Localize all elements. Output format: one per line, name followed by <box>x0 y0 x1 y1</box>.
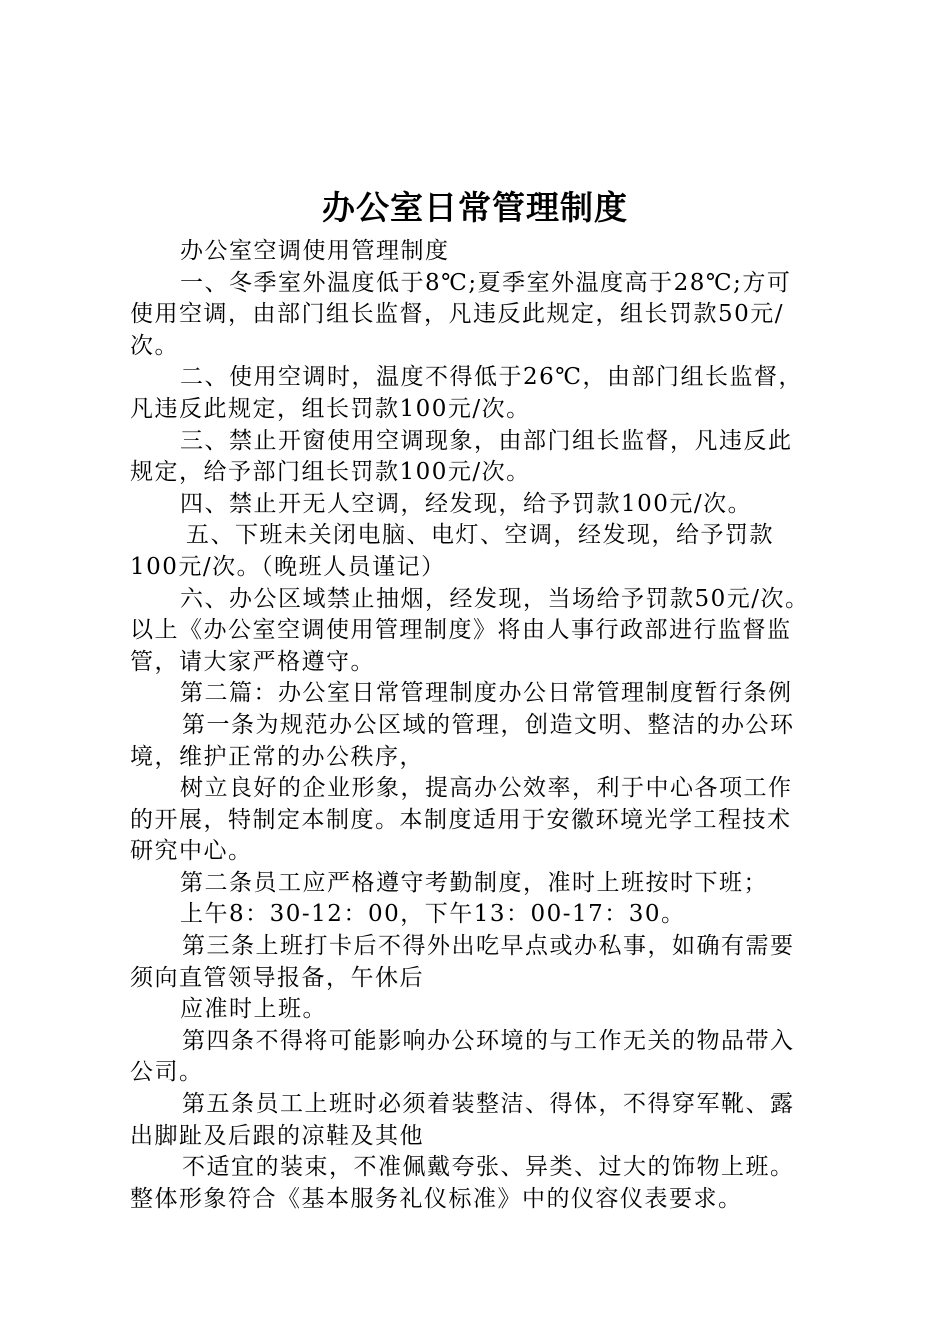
text-line: 第二篇：办公室日常管理制度办公日常管理制度暂行条例 <box>180 680 793 707</box>
text-line: 第二条员工应严格遵守考勤制度，准时上班按时下班； <box>180 869 768 896</box>
text-line: 研究中心。 <box>130 838 253 865</box>
text-line: 管，请大家严格遵守。 <box>130 648 375 675</box>
text-line: 四、禁止开无人空调，经发现，给予罚款100元/次。 <box>180 490 753 517</box>
text-line: 第四条不得将可能影响办公环境的与工作无关的物品带入 <box>182 1027 795 1054</box>
text-line: 出脚趾及后跟的凉鞋及其他 <box>130 1122 424 1149</box>
text-line: 五、下班未关闭电脑、电灯、空调，经发现，给予罚款 <box>186 522 774 549</box>
text-line: 以上《办公室空调使用管理制度》将由人事行政部进行监督监 <box>130 617 792 644</box>
text-line: 境，维护正常的办公秩序， <box>130 743 424 770</box>
text-line: 规定，给予部门组长罚款100元/次。 <box>130 459 531 486</box>
text-line: 树立良好的企业形象，提高办公效率，利于中心各项工作 <box>180 775 793 802</box>
text-line: 一、冬季室外温度低于8℃;夏季室外温度高于28℃;方可 <box>180 269 792 296</box>
text-line: 三、禁止开窗使用空调现象，由部门组长监督，凡违反此 <box>180 427 793 454</box>
text-line: 的开展，特制定本制度。本制度适用于安徽环境光学工程技术 <box>130 806 792 833</box>
text-line: 第一条为规范办公区域的管理，创造文明、整洁的办公环 <box>182 711 795 738</box>
text-line: 凡违反此规定，组长罚款100元/次。 <box>130 395 531 422</box>
document-body <box>130 236 832 1215</box>
text-line: 应准时上班。 <box>180 996 327 1023</box>
text-line: 第五条员工上班时必须着装整洁、得体，不得穿军靴、露 <box>182 1091 795 1118</box>
text-line: 整体形象符合《基本服务礼仪标准》中的仪容仪表要求。 <box>130 1185 743 1212</box>
text-line: 上午8：30-12：00，下午13：00-17：30。 <box>180 901 686 928</box>
text-line: 不适宜的装束，不准佩戴夸张、异类、过大的饰物上班。 <box>182 1154 795 1181</box>
text-line: 使用空调，由部门组长监督，凡违反此规定，组长罚款50元/ <box>130 301 785 328</box>
document-title: 办公室日常管理制度 <box>322 188 628 227</box>
text-line: 二、使用空调时，温度不得低于26℃，由部门组长监督， <box>180 364 803 391</box>
text-line: 100元/次。（晚班人员谨记） <box>130 553 446 580</box>
text-line: 第三条上班打卡后不得外出吃早点或办私事，如确有需要 <box>182 933 795 960</box>
text-line: 须向直管领导报备，午休后 <box>130 964 424 991</box>
text-line: 办公室空调使用管理制度 <box>180 238 450 264</box>
text-line: 公司。 <box>130 1059 204 1086</box>
text-line: 六、办公区域禁止抽烟，经发现，当场给予罚款50元/次。 <box>180 585 810 612</box>
text-line: 次。 <box>130 332 179 359</box>
